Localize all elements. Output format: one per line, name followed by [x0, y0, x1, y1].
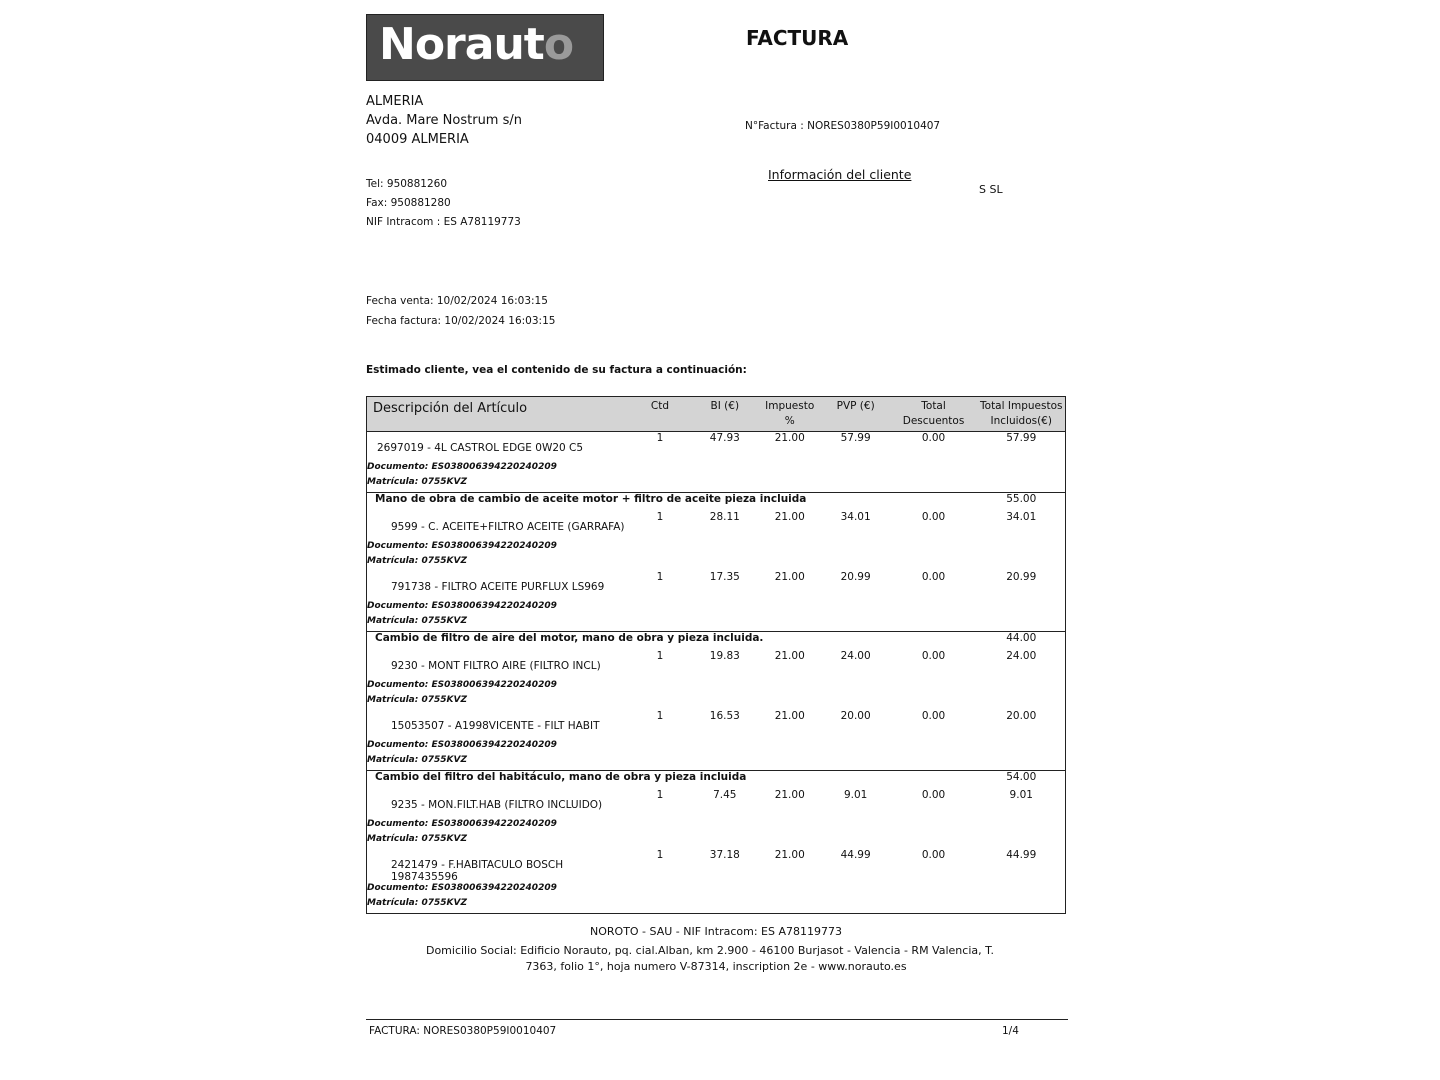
item-description: 2697019 - 4L CASTROL EDGE 0W20 C5: [377, 442, 584, 454]
col-header-pvp: PVP (€): [822, 397, 890, 432]
footer-address-line1: Domicilio Social: Edificio Norauto, pq. cial.Alban, km 2.900 - 46100 Burjasot - Valencia - RM Valencia, T.: [425, 944, 995, 957]
item-total: 20.99: [1006, 571, 1037, 583]
item-tax: 21.00: [774, 710, 805, 722]
item-pvp: 20.00: [840, 710, 871, 722]
item-document: Documento: ES038006394220240209: [367, 740, 557, 750]
group-total: 55.00: [978, 493, 1066, 512]
document-title: FACTURA: [746, 26, 849, 50]
item-pvp: 57.99: [840, 432, 871, 444]
item-document: Documento: ES038006394220240209: [367, 462, 557, 472]
sale-date: Fecha venta: 10/02/2024 16:03:15: [366, 295, 548, 307]
item-plate: Matrícula: 0755KVZ: [367, 556, 468, 566]
item-document-row: [367, 883, 1066, 898]
item-qty: 1: [656, 710, 664, 722]
client-info-heading: Información del cliente: [768, 167, 912, 182]
item-bi: 37.18: [709, 849, 740, 861]
item-plate-row: [367, 755, 1066, 771]
item-plate: Matrícula: 0755KVZ: [367, 834, 468, 844]
intro-text: Estimado cliente, vea el contenido de su factura a continuación:: [366, 364, 747, 376]
item-bi: 7.45: [713, 789, 737, 801]
col-header-bi: BI (€): [692, 397, 758, 432]
item-tax: 21.00: [774, 571, 805, 583]
item-total: 44.99: [1006, 849, 1037, 861]
item-discount: 0.00: [921, 511, 946, 523]
page-number: 1/4: [1002, 1025, 1019, 1037]
group-header-row: [367, 493, 1066, 512]
item-document: Documento: ES038006394220240209: [367, 601, 557, 611]
item-document-row: [367, 541, 1066, 556]
item-discount: 0.00: [921, 849, 946, 861]
item-pvp: 44.99: [840, 849, 871, 861]
store-address: Avda. Mare Nostrum s/n: [366, 113, 522, 128]
item-description: 9235 - MON.FILT.HAB (FILTRO INCLUIDO): [391, 799, 603, 811]
item-qty: 1: [656, 650, 664, 662]
item-tax: 21.00: [774, 849, 805, 861]
item-pvp: 34.01: [840, 511, 871, 523]
col-header-total: Total Impuestos Incluidos(€): [978, 397, 1066, 432]
table-row: [367, 511, 1066, 541]
item-qty: 1: [656, 571, 664, 583]
table-row: [367, 650, 1066, 680]
logo-text-t: t: [523, 19, 544, 70]
item-bi: 16.53: [709, 710, 740, 722]
group-title: Cambio del filtro del habitáculo, mano de obra y pieza incluida: [367, 771, 978, 790]
item-tax: 21.00: [774, 432, 805, 444]
group-title: Mano de obra de cambio de aceite motor + filtro de aceite pieza incluida: [367, 493, 978, 512]
item-plate-row: [367, 898, 1066, 914]
item-qty: 1: [656, 849, 664, 861]
item-plate: Matrícula: 0755KVZ: [367, 898, 468, 908]
item-tax: 21.00: [774, 511, 805, 523]
logo-wordmark: [379, 19, 573, 70]
col-header-description: Descripción del Artículo: [367, 397, 629, 432]
item-bi: 28.11: [709, 511, 740, 523]
group-total: 54.00: [978, 771, 1066, 790]
item-plate: Matrícula: 0755KVZ: [367, 695, 468, 705]
item-total: 34.01: [1006, 511, 1037, 523]
item-total: 20.00: [1006, 710, 1037, 722]
item-discount: 0.00: [921, 710, 946, 722]
item-tax: 21.00: [774, 650, 805, 662]
footer-company: NOROTO - SAU - NIF Intracom: ES A78119773: [590, 925, 842, 938]
logo-text-main: Norau: [379, 19, 524, 70]
item-plate: Matrícula: 0755KVZ: [367, 477, 468, 487]
item-description: 2421479 - F.HABITACULO BOSCH 1987435596: [391, 859, 564, 883]
store-city: ALMERIA: [366, 94, 424, 109]
item-document-row: [367, 819, 1066, 834]
item-description: 9230 - MONT FILTRO AIRE (FILTRO INCL): [391, 660, 601, 672]
item-plate-row: [367, 834, 1066, 849]
store-fax: Fax: 950881280: [366, 197, 451, 209]
item-bi: 17.35: [709, 571, 740, 583]
item-total: 9.01: [1009, 789, 1033, 801]
col-header-tax: Impuesto %: [758, 397, 822, 432]
item-document: Documento: ES038006394220240209: [367, 680, 557, 690]
item-description: 15053507 - A1998VICENTE - FILT HABIT: [391, 720, 600, 732]
item-total: 57.99: [1006, 432, 1037, 444]
invoice-number: N°Factura : NORES0380P59I0010407: [745, 120, 941, 132]
item-document: Documento: ES038006394220240209: [367, 819, 557, 829]
group-header-row: [367, 632, 1066, 651]
table-row: [367, 789, 1066, 819]
item-pvp: 20.99: [840, 571, 871, 583]
store-tel: Tel: 950881260: [366, 178, 448, 190]
col-header-discounts: Total Descuentos: [890, 397, 978, 432]
item-discount: 0.00: [921, 571, 946, 583]
table-header-row: [367, 397, 1066, 432]
group-total: 44.00: [978, 632, 1066, 651]
item-plate: Matrícula: 0755KVZ: [367, 616, 468, 626]
item-document-row: [367, 740, 1066, 755]
item-qty: 1: [656, 789, 664, 801]
item-discount: 0.00: [921, 432, 946, 444]
item-total: 24.00: [1006, 650, 1037, 662]
item-document: Documento: ES038006394220240209: [367, 541, 557, 551]
item-pvp: 9.01: [843, 789, 868, 801]
invoice-date: Fecha factura: 10/02/2024 16:03:15: [366, 315, 556, 327]
logo-text-o: o: [543, 19, 574, 70]
table-row: [367, 432, 1066, 463]
table-row: [367, 710, 1066, 740]
norauto-logo: [366, 14, 604, 81]
store-postal: 04009 ALMERIA: [366, 132, 469, 147]
item-plate-row: [367, 616, 1066, 632]
table-row: [367, 849, 1066, 883]
col-header-qty: Ctd: [628, 397, 692, 432]
item-description: 791738 - FILTRO ACEITE PURFLUX LS969: [391, 581, 605, 593]
item-discount: 0.00: [921, 650, 946, 662]
footer-address-line2: 7363, folio 1°, hoja numero V-87314, inscription 2e - www.norauto.es: [525, 960, 907, 973]
item-document: Documento: ES038006394220240209: [367, 883, 557, 893]
item-plate-row: [367, 556, 1066, 571]
table-row: [367, 571, 1066, 601]
group-title: Cambio de filtro de aire del motor, mano de obra y pieza incluida.: [367, 632, 978, 651]
item-pvp: 24.00: [840, 650, 871, 662]
item-bi: 47.93: [709, 432, 740, 444]
item-document-row: [367, 462, 1066, 477]
item-plate: Matrícula: 0755KVZ: [367, 755, 468, 765]
bottom-divider: [366, 1019, 1068, 1020]
item-qty: 1: [656, 432, 664, 444]
item-tax: 21.00: [774, 789, 805, 801]
invoice-items-table: [366, 396, 1066, 914]
item-qty: 1: [656, 511, 664, 523]
client-name: S SL: [979, 183, 1003, 196]
store-nif: NIF Intracom : ES A78119773: [366, 216, 521, 228]
item-plate-row: [367, 477, 1066, 493]
item-document-row: [367, 601, 1066, 616]
footer-invoice-ref: FACTURA: NORES0380P59I0010407: [369, 1025, 557, 1037]
item-description: 9599 - C. ACEITE+FILTRO ACEITE (GARRAFA): [391, 521, 625, 533]
item-bi: 19.83: [709, 650, 740, 662]
item-plate-row: [367, 695, 1066, 710]
item-discount: 0.00: [921, 789, 946, 801]
item-document-row: [367, 680, 1066, 695]
group-header-row: [367, 771, 1066, 790]
